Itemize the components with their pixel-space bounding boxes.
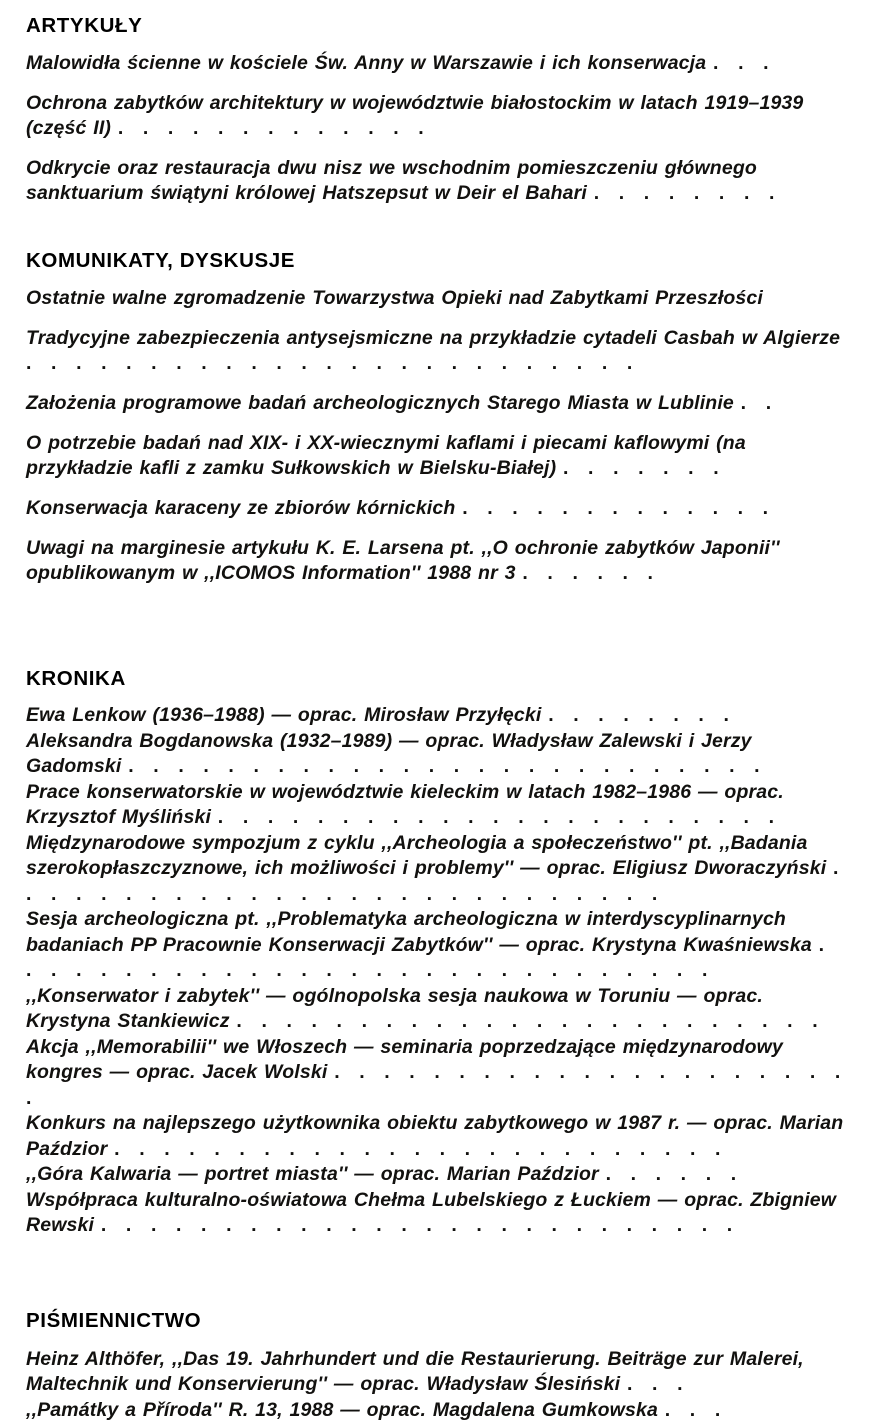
toc-entry-title: Ewa Lenkow (1936–1988) — oprac. Mirosław Przyłęcki bbox=[26, 704, 541, 726]
toc-entry bbox=[26, 907, 851, 984]
toc-entry bbox=[26, 91, 851, 141]
toc-entry bbox=[26, 1347, 851, 1398]
toc-entry bbox=[26, 703, 851, 729]
toc-entry-leader: . . . . . . . . bbox=[594, 182, 781, 204]
toc-entry-leader: . . . . . . . . bbox=[548, 704, 735, 726]
section-spacer bbox=[26, 221, 851, 249]
toc-entry-leader: . . bbox=[741, 392, 778, 414]
section-spacer bbox=[26, 1239, 851, 1309]
toc-entry-title: Heinz Althöfer, ,,Das 19. Jahrhundert und die Restaurierung. Beiträge zur Malerei, Maltechnik und Konservierung'' — oprac. Władysław Ślesiński bbox=[26, 1348, 804, 1396]
toc-entry bbox=[26, 286, 851, 311]
toc-entry-title: ,,Konserwator i zabytek'' — ogólnopolska sesja naukowa w Toruniu — oprac. Krystyna Stankiewicz bbox=[26, 985, 763, 1033]
section-spacer bbox=[26, 601, 851, 667]
toc-entry-leader: . . . . . . bbox=[522, 562, 659, 584]
toc-entry bbox=[26, 1398, 851, 1423]
toc-entry-title: Konkurs na najlepszego użytkownika obiektu zabytkowego w 1987 r. — oprac. Marian Paździor bbox=[26, 1112, 843, 1160]
toc-entry-title: Tradycyjne zabezpieczenia antysejsmiczne na przykładzie cytadeli Casbah w Algierze bbox=[26, 327, 840, 349]
toc-entry-leader: . . . . . . . . . . . . . . . . . . . . . . . . . bbox=[26, 352, 639, 374]
toc-entry-title: ,,Góra Kalwaria — portret miasta'' — oprac. Marian Paździor bbox=[26, 1163, 599, 1185]
toc-entry-title: Założenia programowe badań archeologicznych Starego Miasta w Lublinie bbox=[26, 392, 734, 414]
toc-entry bbox=[26, 729, 851, 780]
toc-entry-leader: . . . . . . . . . . . . . . . . . . . . . . . bbox=[218, 806, 781, 828]
toc-entry-leader: . . . bbox=[627, 1373, 689, 1395]
toc-entry-title: Ochrona zabytków architektury w województwie białostockim w latach 1919–1939 (część II) bbox=[26, 92, 803, 139]
toc-entry-title: Prace konserwatorskie w województwie kieleckim w latach 1982–1986 — oprac. Krzysztof Myśliński bbox=[26, 781, 784, 829]
toc-entry bbox=[26, 156, 851, 206]
toc-entry-leader: . . . . . . . . . . . . . . . . . . . . . . . . bbox=[236, 1010, 824, 1032]
toc-entry-title: Uwagi na marginesie artykułu K. E. Larsena pt. ,,O ochronie zabytków Japonii'' opublikowanym w ,,ICOMOS Information'' 1988 nr 3 bbox=[26, 537, 780, 584]
toc-entry-title: Międzynarodowe sympozjum z cyklu ,,Archeologia a społeczeństwo'' pt. ,,Badania szerokopłaszczyznowe, ich możliwości i problemy'' — oprac. Eligiusz Dworaczyński bbox=[26, 832, 826, 880]
toc-entry-title: O potrzebie badań nad XIX- i XX-wiecznymi kaflami i piecami kaflowymi (na przykładzie kafli z zamku Sułkowskich w Bielsku-Białej) bbox=[26, 432, 746, 479]
toc-entry-leader: . . . . . . bbox=[606, 1163, 743, 1185]
toc-entry-leader: . . . . . . . . . . . . . . . . . . . . . . bbox=[26, 1061, 847, 1109]
toc-entry-leader: . . . . . . . . . . . . . . . . . . . . . . . . . bbox=[114, 1138, 727, 1160]
toc-entry bbox=[26, 536, 851, 586]
toc-entry bbox=[26, 1111, 851, 1162]
toc-entry bbox=[26, 984, 851, 1035]
toc-entry-title: Malowidła ścienne w kościele Św. Anny w Warszawie i ich konserwacja bbox=[26, 52, 706, 74]
toc-entry-title: Ostatnie walne zgromadzenie Towarzystwa Opieki nad Zabytkami Przeszłości bbox=[26, 287, 763, 309]
section-pismiennictwo bbox=[26, 1309, 851, 1423]
toc-entry-leader: . . . . . . . . . . . . . . . . . . . . . . . . . . bbox=[101, 1214, 739, 1236]
toc-entry-leader: . . . . . . . . . . . . . . . . . . . . . . . . . . . . . bbox=[26, 934, 831, 982]
toc-entry-title: Współpraca kulturalno-oświatowa Chełma Lubelskiego z Łuckiem — oprac. Zbigniew Rewski bbox=[26, 1189, 836, 1237]
toc-entry-leader: . . . . . . . . . . . . . . . . . . . . . . . . . . bbox=[128, 755, 766, 777]
toc-entry-title: Aleksandra Bogdanowska (1932–1989) — oprac. Władysław Zalewski i Jerzy Gadomski bbox=[26, 730, 752, 778]
toc-entry bbox=[26, 51, 851, 76]
toc-entry bbox=[26, 1188, 851, 1239]
section-heading-pismiennictwo: PIŚMIENNICTWO bbox=[26, 1309, 851, 1333]
toc-entry bbox=[26, 326, 851, 376]
toc-entry bbox=[26, 431, 851, 481]
toc-entry-title: Odkrycie oraz restauracja dwu nisz we wschodnim pomieszczeniu głównego sanktuarium świątyni królowej Hatszepsut w Deir el Bahari bbox=[26, 157, 757, 204]
toc-entry bbox=[26, 496, 851, 521]
toc-entry-title: ,,Památky a Příroda'' R. 13, 1988 — oprac. Magdalena Gumkowska bbox=[26, 1399, 658, 1421]
section-heading-kronika: KRONIKA bbox=[26, 667, 851, 691]
toc-entry bbox=[26, 1035, 851, 1112]
toc-entry-leader: . . . bbox=[713, 52, 775, 74]
section-heading-artykuly: ARTYKUŁY bbox=[26, 14, 851, 38]
toc-entry bbox=[26, 391, 851, 416]
toc-entry-title: Sesja archeologiczna pt. ,,Problematyka archeologiczna w interdyscyplinarnych badaniach PP Pracownie Konserwacji Zabytków'' — oprac. Krystyna Kwaśniewska bbox=[26, 908, 812, 956]
section-artykuly bbox=[26, 14, 851, 206]
toc-entry-leader: . . . . . . . . . . . . . bbox=[462, 497, 774, 519]
toc-entry bbox=[26, 831, 851, 908]
section-kronika bbox=[26, 667, 851, 1239]
toc-entry-leader: . . . . . . . . . . . . . . . . . . . . . . . . . . . bbox=[26, 857, 845, 905]
toc-entry-title: Akcja ,,Memorabilii'' we Włoszech — seminaria poprzedzające międzynarodowy kongres — oprac. Jacek Wolski bbox=[26, 1036, 783, 1084]
section-komunikaty-dyskusje bbox=[26, 249, 851, 586]
toc-entry-leader: . . . bbox=[665, 1399, 727, 1421]
section-heading-komunikaty: KOMUNIKATY, DYSKUSJE bbox=[26, 249, 851, 273]
toc-entry bbox=[26, 780, 851, 831]
toc-entry-leader: . . . . . . . bbox=[563, 457, 725, 479]
toc-entry-leader: . . . . . . . . . . . . . bbox=[118, 117, 430, 139]
toc-entry bbox=[26, 1162, 851, 1188]
toc-entry-title: Konserwacja karaceny ze zbiorów kórnickich bbox=[26, 497, 455, 519]
